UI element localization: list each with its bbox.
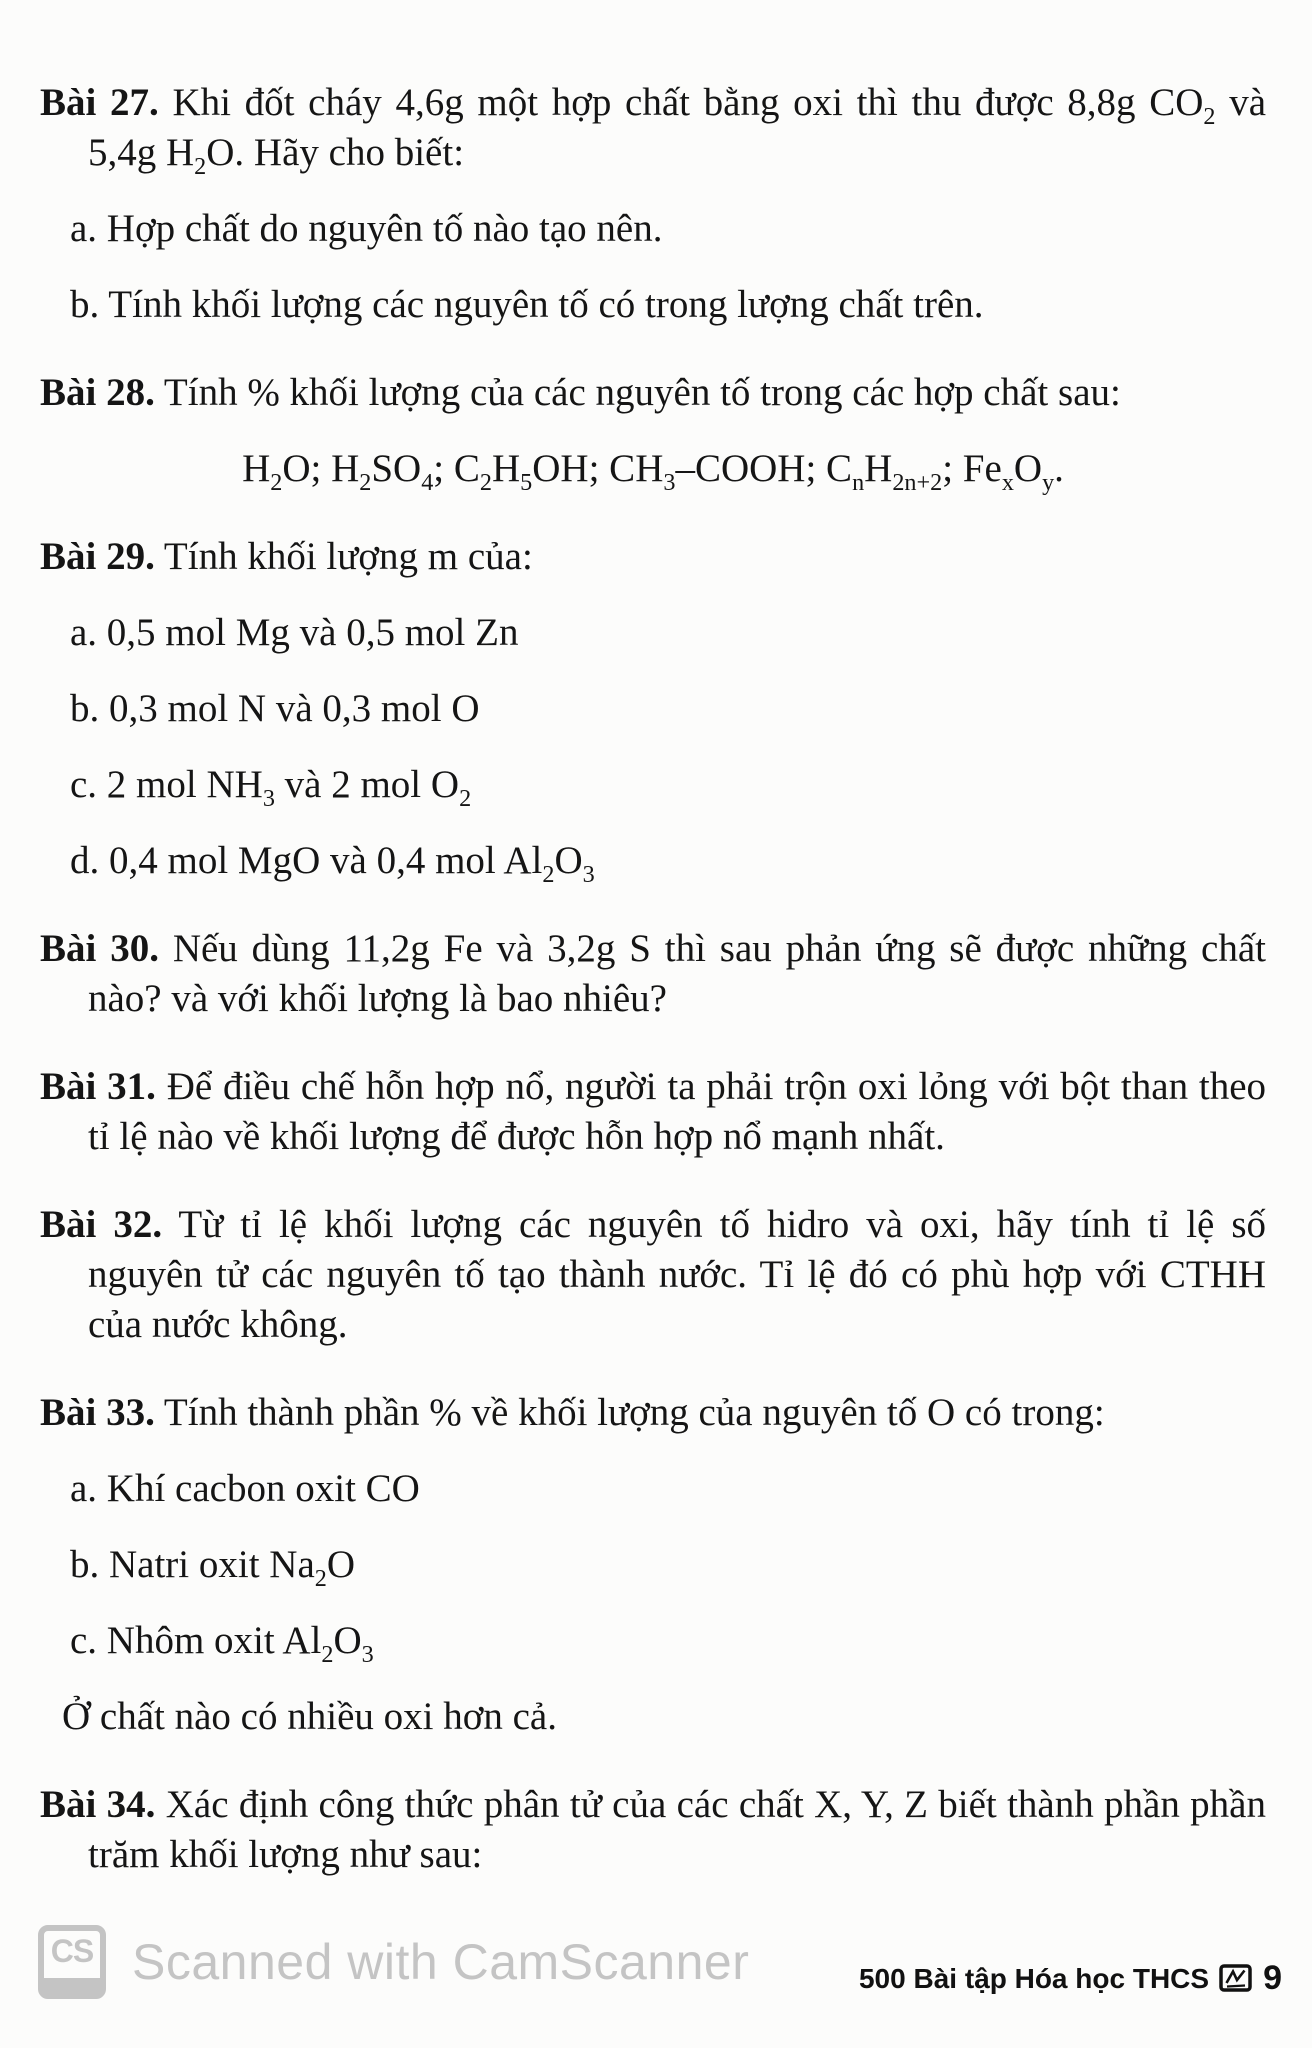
exercise-item-c: c. Nhôm oxit $Al_2O_3$ [70, 1619, 374, 1668]
exercise-bai-29 [40, 532, 1266, 886]
exercise-item-b: b. 0,3 mol N và 0,3 mol O [70, 687, 480, 730]
camscanner-watermark [38, 1925, 749, 1999]
exercise-number: Bài 34. [40, 1783, 156, 1826]
exercise-bai-34 [40, 1780, 1266, 1880]
exercise-number: Bài 28. [40, 371, 155, 414]
exercise-head [40, 532, 1266, 582]
exercise-item-c: c. 2 mol $NH_3$ và 2 mol $O_2$ [70, 763, 472, 812]
exercise-body: Xác định công thức phân tử của các chất X, Y, Z biết thành phần phần trăm khối lượng như sau: [88, 1783, 1266, 1876]
camscanner-logo-base [43, 1978, 101, 1994]
watermark-label: Scanned with CamScanner [132, 1934, 750, 1990]
exercise-bai-27 [40, 78, 1266, 330]
exercise-item-a: a. Khí cacbon oxit CO [70, 1467, 420, 1510]
exercise-item-d: d. 0,4 mol MgO và 0,4 mol $Al_2O_3$ [70, 839, 595, 888]
camscanner-logo-text: CS [50, 1933, 94, 1969]
exercise-body: Để điều chế hỗn hợp nổ, người ta phải trộn oxi lỏng với bột than theo tỉ lệ nào về khối lượng để được hỗn hợp nổ mạnh nhất. [88, 1065, 1267, 1158]
exercise-bai-28 [40, 368, 1266, 494]
exercise-bai-33 [40, 1388, 1266, 1742]
exercise-item-a: a. 0,5 mol Mg và 0,5 mol Zn [70, 611, 519, 654]
exercise-body: Tính khối lượng m của: [163, 535, 533, 578]
book-title: 500 Bài tập Hóa học THCS [858, 1962, 1210, 1994]
page-footer [0, 1925, 1312, 1999]
exercise-head [40, 1062, 1266, 1162]
exercise-bai-30 [40, 924, 1266, 1024]
exercise-number: Bài 31. [40, 1065, 156, 1108]
exercise-body: Tính % khối lượng của các nguyên tố trong các hợp chất sau: [163, 371, 1121, 414]
exercise-item-a: a. Hợp chất do nguyên tố nào tạo nên. [70, 207, 663, 250]
exercise-bai-31 [40, 1062, 1266, 1162]
exercise-body: Khi đốt cháy 4,6g một hợp chất bằng oxi thì thu được 8,8g $CO_2$ và 5,4g $H_2O$. Hãy cho biết: [88, 81, 1267, 180]
exercise-number: Bài 33. [40, 1391, 155, 1434]
book-footer [859, 1959, 1282, 1998]
exercise-body: Tính thành phần % về khối lượng của nguyên tố O có trong: [163, 1391, 1105, 1434]
exercise-body: Nếu dùng 11,2g Fe và 3,2g S thì sau phản ứng sẽ được những chất nào? và với khối lượng là bao nhiêu? [88, 927, 1266, 1020]
exercise-number: Bài 32. [40, 1203, 163, 1246]
publisher-stamp-icon [1219, 1963, 1253, 1995]
exercise-head [40, 368, 1266, 418]
exercise-head [40, 1388, 1266, 1438]
exercise-number: Bài 29. [40, 535, 155, 578]
exercise-head [40, 1200, 1266, 1350]
formula-line: $H_2O$; $H_2SO_4$; $C_2H_5OH$; $CH_3$–COOH; $C_nH_{2n+2}$; $Fe_xO_y$. [242, 447, 1064, 496]
exercise-head [40, 1780, 1266, 1880]
exercise-bai-32 [40, 1200, 1266, 1350]
camscanner-logo-icon [38, 1925, 106, 1999]
exercise-item-b: b. Natri oxit $Na_2O$ [70, 1543, 356, 1592]
exercise-body: Từ tỉ lệ khối lượng các nguyên tố hidro và oxi, hãy tính tỉ lệ số nguyên tử các nguyên tố tạo thành nước. Tỉ lệ đó có phù hợp với CTHH của nước không. [88, 1203, 1266, 1346]
exercise-number: Bài 27. [40, 81, 159, 124]
page-number: 9 [1263, 1959, 1282, 1997]
exercise-closing-line: Ở chất nào có nhiều oxi hơn cả. [62, 1695, 557, 1738]
exercise-number: Bài 30. [40, 927, 159, 970]
exercise-head [40, 924, 1266, 1024]
exercise-item-b: b. Tính khối lượng các nguyên tố có trong lượng chất trên. [70, 283, 984, 326]
exercise-head [40, 78, 1266, 178]
